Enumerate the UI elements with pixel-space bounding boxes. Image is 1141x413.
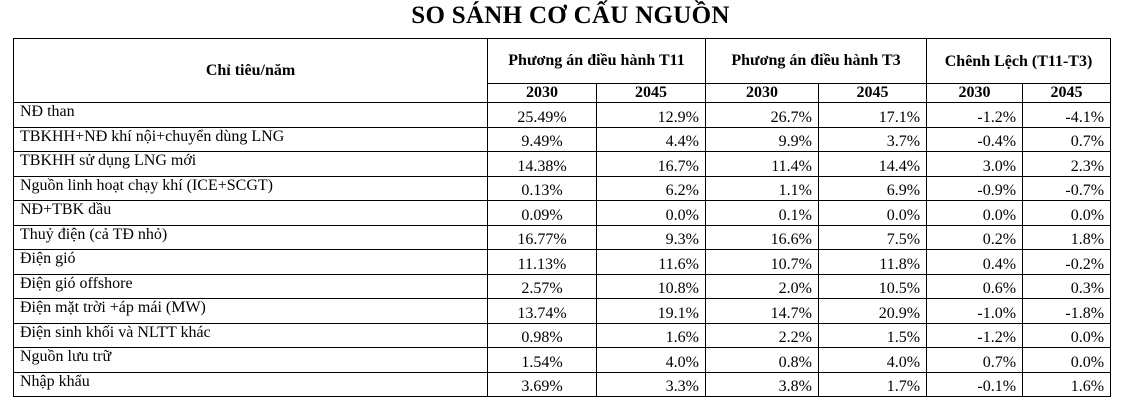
value-cell: 0.1%	[706, 201, 819, 226]
value-cell: 0.7%	[1023, 127, 1111, 152]
value-cell: 0.09%	[488, 201, 597, 226]
value-cell: 0.4%	[927, 250, 1023, 275]
value-cell: -4.1%	[1023, 103, 1111, 128]
value-cell: 1.5%	[819, 323, 927, 348]
value-cell: -1.8%	[1023, 299, 1111, 324]
group-header-diff: Chênh Lệch (T11-T3)	[927, 39, 1111, 84]
table-row	[14, 152, 1111, 177]
value-cell: 0.98%	[488, 323, 597, 348]
value-cell: 11.4%	[706, 152, 819, 177]
value-cell: 1.1%	[706, 176, 819, 201]
year-header: 2030	[488, 84, 597, 103]
value-cell: -1.2%	[927, 103, 1023, 128]
value-cell: -0.9%	[927, 176, 1023, 201]
row-label: Điện mặt trời +áp mái (MW)	[14, 299, 488, 324]
row-label: TBKHH+NĐ khí nội+chuyển dùng LNG	[14, 127, 488, 152]
value-cell: 25.49%	[488, 103, 597, 128]
row-label: Điện gió offshore	[14, 274, 488, 299]
value-cell: 4.0%	[819, 348, 927, 373]
value-cell: 19.1%	[597, 299, 706, 324]
table-row	[14, 201, 1111, 226]
value-cell: 26.7%	[706, 103, 819, 128]
group-header-t11: Phương án điều hành T11	[488, 39, 706, 84]
comparison-table	[13, 38, 1111, 397]
year-header: 2045	[1023, 84, 1111, 103]
value-cell: 12.9%	[597, 103, 706, 128]
table-row	[14, 323, 1111, 348]
value-cell: 9.49%	[488, 127, 597, 152]
value-cell: 10.7%	[706, 250, 819, 275]
year-header: 2030	[927, 84, 1023, 103]
indicator-header: Chỉ tiêu/năm	[14, 39, 488, 103]
value-cell: 2.2%	[706, 323, 819, 348]
page-title: SO SÁNH CƠ CẤU NGUỒN	[411, 2, 730, 29]
value-cell: 6.2%	[597, 176, 706, 201]
value-cell: 0.0%	[927, 201, 1023, 226]
value-cell: -0.7%	[1023, 176, 1111, 201]
value-cell: 0.0%	[597, 201, 706, 226]
value-cell: 4.0%	[597, 348, 706, 373]
value-cell: 1.7%	[819, 372, 927, 397]
value-cell: 0.0%	[1023, 201, 1111, 226]
value-cell: -1.2%	[927, 323, 1023, 348]
row-label: Nguồn linh hoạt chạy khí (ICE+SCGT)	[14, 176, 488, 201]
value-cell: 3.69%	[488, 372, 597, 397]
value-cell: 2.3%	[1023, 152, 1111, 177]
row-label: NĐ+TBK dầu	[14, 201, 488, 226]
table-row	[14, 274, 1111, 299]
value-cell: 16.7%	[597, 152, 706, 177]
value-cell: 0.0%	[1023, 323, 1111, 348]
value-cell: 16.6%	[706, 225, 819, 250]
value-cell: 4.4%	[597, 127, 706, 152]
value-cell: 11.6%	[597, 250, 706, 275]
row-label: Thuỷ điện (cả TĐ nhỏ)	[14, 225, 488, 250]
value-cell: 0.13%	[488, 176, 597, 201]
value-cell: 2.57%	[488, 274, 597, 299]
table-row	[14, 127, 1111, 152]
value-cell: 0.7%	[927, 348, 1023, 373]
table-row	[14, 348, 1111, 373]
table-row	[14, 372, 1111, 397]
value-cell: 1.8%	[1023, 225, 1111, 250]
value-cell: 11.13%	[488, 250, 597, 275]
row-label: Điện sinh khối và NLTT khác	[14, 323, 488, 348]
value-cell: 0.0%	[819, 201, 927, 226]
group-header-t3: Phương án điều hành T3	[706, 39, 927, 84]
value-cell: 16.77%	[488, 225, 597, 250]
value-cell: -0.4%	[927, 127, 1023, 152]
value-cell: 13.74%	[488, 299, 597, 324]
value-cell: 2.0%	[706, 274, 819, 299]
row-label: Điện gió	[14, 250, 488, 275]
row-label: TBKHH sử dụng LNG mới	[14, 152, 488, 177]
value-cell: 0.6%	[927, 274, 1023, 299]
value-cell: 9.3%	[597, 225, 706, 250]
year-header: 2030	[706, 84, 819, 103]
value-cell: 3.7%	[819, 127, 927, 152]
header-row-groups	[14, 39, 1111, 84]
value-cell: 9.9%	[706, 127, 819, 152]
value-cell: 17.1%	[819, 103, 927, 128]
row-label: Nhập khẩu	[14, 372, 488, 397]
table-row	[14, 103, 1111, 128]
table-row	[14, 225, 1111, 250]
value-cell: -0.1%	[927, 372, 1023, 397]
value-cell: 0.0%	[1023, 348, 1111, 373]
value-cell: 3.3%	[597, 372, 706, 397]
value-cell: 0.8%	[706, 348, 819, 373]
table-row	[14, 299, 1111, 324]
value-cell: 0.2%	[927, 225, 1023, 250]
value-cell: -1.0%	[927, 299, 1023, 324]
value-cell: 11.8%	[819, 250, 927, 275]
value-cell: 3.0%	[927, 152, 1023, 177]
value-cell: -0.2%	[1023, 250, 1111, 275]
value-cell: 1.54%	[488, 348, 597, 373]
value-cell: 3.8%	[706, 372, 819, 397]
value-cell: 0.3%	[1023, 274, 1111, 299]
value-cell: 14.38%	[488, 152, 597, 177]
value-cell: 1.6%	[597, 323, 706, 348]
year-header: 2045	[819, 84, 927, 103]
value-cell: 14.7%	[706, 299, 819, 324]
table-body	[14, 103, 1111, 397]
row-label: Nguồn lưu trữ	[14, 348, 488, 373]
value-cell: 1.6%	[1023, 372, 1111, 397]
row-label: NĐ than	[14, 103, 488, 128]
table-row	[14, 250, 1111, 275]
value-cell: 7.5%	[819, 225, 927, 250]
value-cell: 14.4%	[819, 152, 927, 177]
value-cell: 20.9%	[819, 299, 927, 324]
value-cell: 6.9%	[819, 176, 927, 201]
value-cell: 10.8%	[597, 274, 706, 299]
table-row	[14, 176, 1111, 201]
year-header: 2045	[597, 84, 706, 103]
value-cell: 10.5%	[819, 274, 927, 299]
